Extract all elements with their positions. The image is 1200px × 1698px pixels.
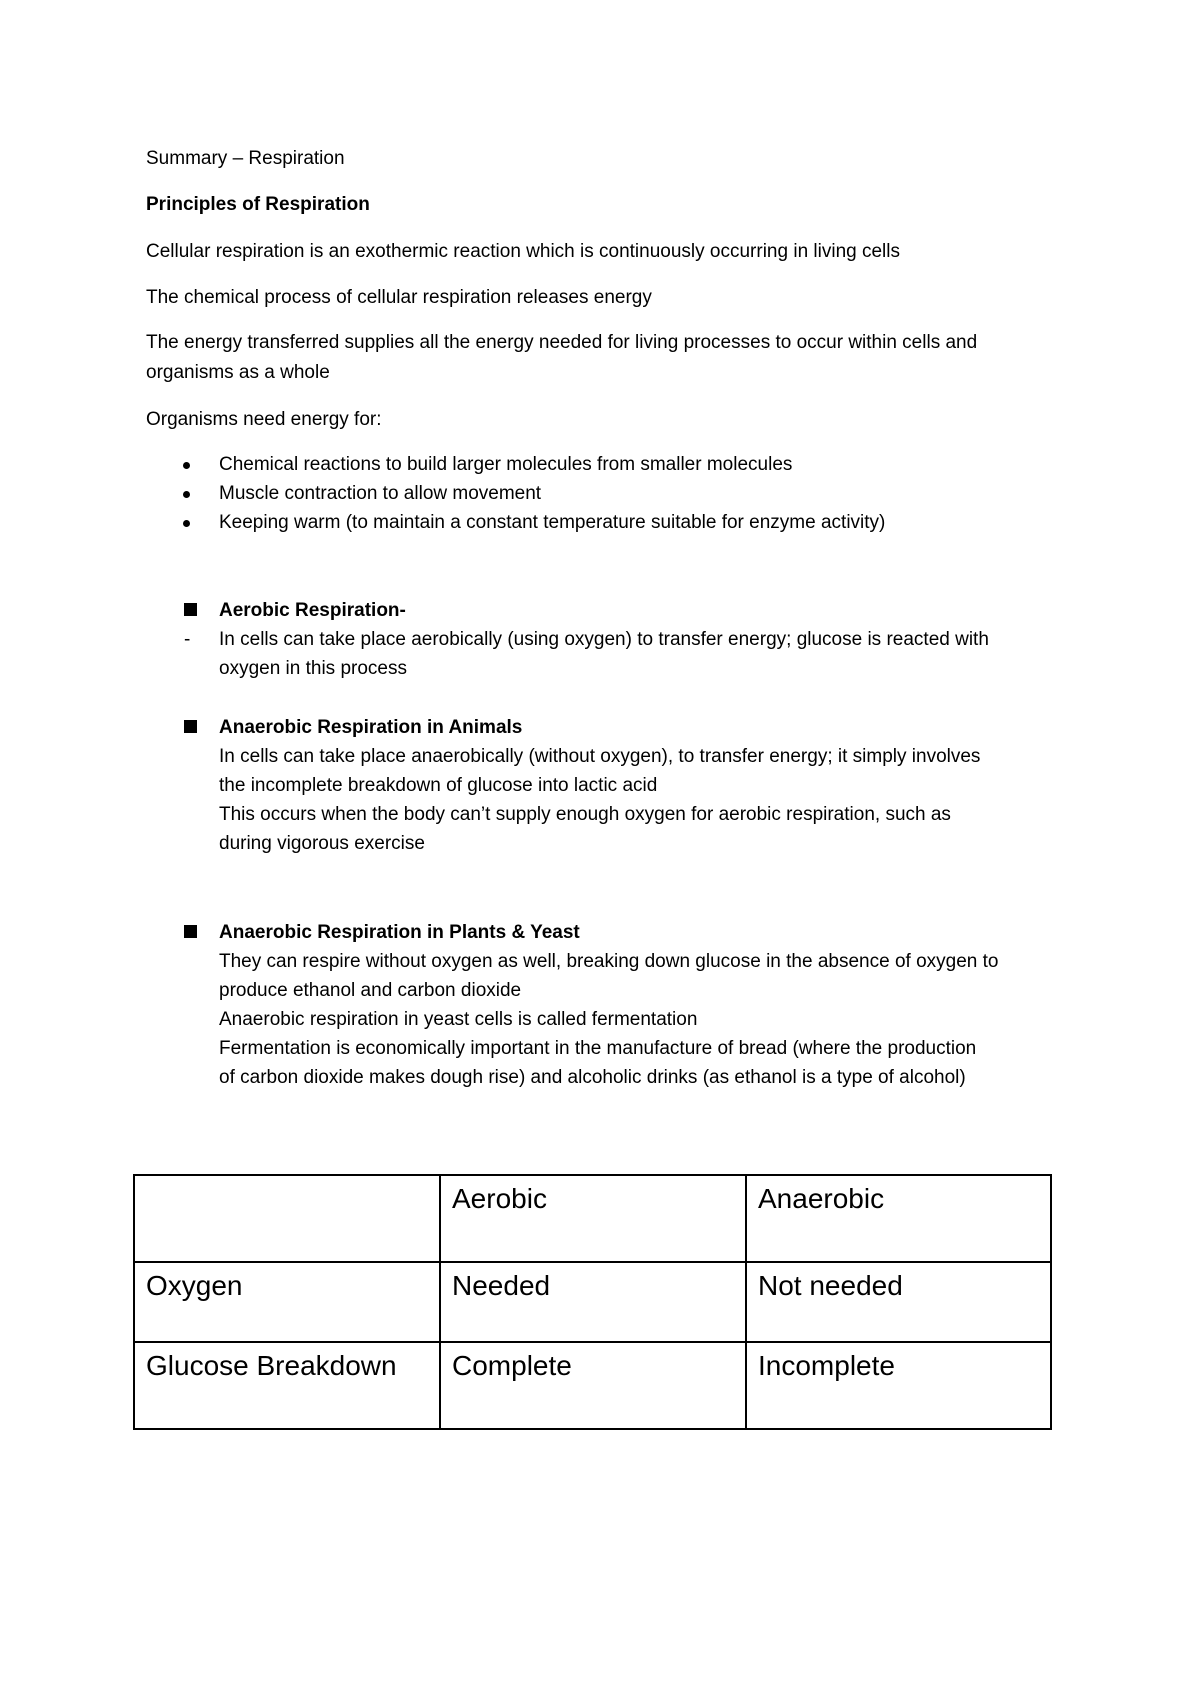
table-header-cell bbox=[134, 1175, 440, 1262]
table-cell: Needed bbox=[440, 1262, 746, 1342]
square-bullet-icon bbox=[184, 720, 197, 733]
intro-paragraph-2: The chemical process of cellular respiration releases energy bbox=[146, 287, 652, 308]
table-cell: Complete bbox=[440, 1342, 746, 1429]
anaerobic-plants-line-3: Anaerobic respiration in yeast cells is called fermentation bbox=[219, 1009, 698, 1030]
section-heading: Principles of Respiration bbox=[146, 194, 370, 215]
table-header-cell: Aerobic bbox=[440, 1175, 746, 1262]
dash-marker: - bbox=[184, 629, 191, 650]
aerobic-heading: Aerobic Respiration- bbox=[219, 600, 406, 621]
anaerobic-plants-line-1: They can respire without oxygen as well, breaking down glucose in the absence of oxygen to bbox=[219, 951, 999, 972]
aerobic-text-line-1: In cells can take place aerobically (using oxygen) to transfer energy; glucose is reacted with bbox=[219, 629, 989, 650]
table-header-cell: Anaerobic bbox=[746, 1175, 1051, 1262]
anaerobic-animals-line-4: during vigorous exercise bbox=[219, 833, 425, 854]
anaerobic-plants-line-4: Fermentation is economically important in the manufacture of bread (where the production bbox=[219, 1038, 977, 1059]
bullet-icon bbox=[183, 462, 190, 469]
aerobic-text-line-2: oxygen in this process bbox=[219, 658, 407, 679]
list-item-text: Chemical reactions to build larger molecules from smaller molecules bbox=[219, 454, 793, 475]
document-title: Summary – Respiration bbox=[146, 148, 345, 169]
intro-paragraph-3-line-1: The energy transferred supplies all the energy needed for living processes to occur within cells and bbox=[146, 332, 978, 353]
intro-paragraph-1: Cellular respiration is an exothermic reaction which is continuously occurring in living cells bbox=[146, 241, 900, 262]
bullet-icon bbox=[183, 520, 190, 527]
table-cell: Not needed bbox=[746, 1262, 1051, 1342]
list-item-text: Keeping warm (to maintain a constant temperature suitable for enzyme activity) bbox=[219, 512, 886, 533]
anaerobic-plants-line-5: of carbon dioxide makes dough rise) and alcoholic drinks (as ethanol is a type of alcohol) bbox=[219, 1067, 966, 1088]
bullet-icon bbox=[183, 491, 190, 498]
table-header-row bbox=[134, 1175, 1051, 1262]
table-cell: Incomplete bbox=[746, 1342, 1051, 1429]
anaerobic-animals-line-3: This occurs when the body can’t supply enough oxygen for aerobic respiration, such as bbox=[219, 804, 951, 825]
intro-paragraph-3-line-2: organisms as a whole bbox=[146, 362, 330, 383]
anaerobic-animals-line-2: the incomplete breakdown of glucose into lactic acid bbox=[219, 775, 658, 796]
comparison-table bbox=[133, 1174, 1052, 1430]
table-row bbox=[134, 1342, 1051, 1429]
intro-paragraph-4: Organisms need energy for: bbox=[146, 409, 382, 430]
anaerobic-animals-line-1: In cells can take place anaerobically (without oxygen), to transfer energy; it simply involves bbox=[219, 746, 981, 767]
anaerobic-plants-line-2: produce ethanol and carbon dioxide bbox=[219, 980, 522, 1001]
list-item-text: Muscle contraction to allow movement bbox=[219, 483, 542, 504]
anaerobic-plants-heading: Anaerobic Respiration in Plants & Yeast bbox=[219, 922, 580, 943]
table-row bbox=[134, 1262, 1051, 1342]
square-bullet-icon bbox=[184, 603, 197, 616]
square-bullet-icon bbox=[184, 925, 197, 938]
table-cell: Glucose Breakdown bbox=[134, 1342, 440, 1429]
anaerobic-animals-heading: Anaerobic Respiration in Animals bbox=[219, 717, 523, 738]
table-cell: Oxygen bbox=[134, 1262, 440, 1342]
